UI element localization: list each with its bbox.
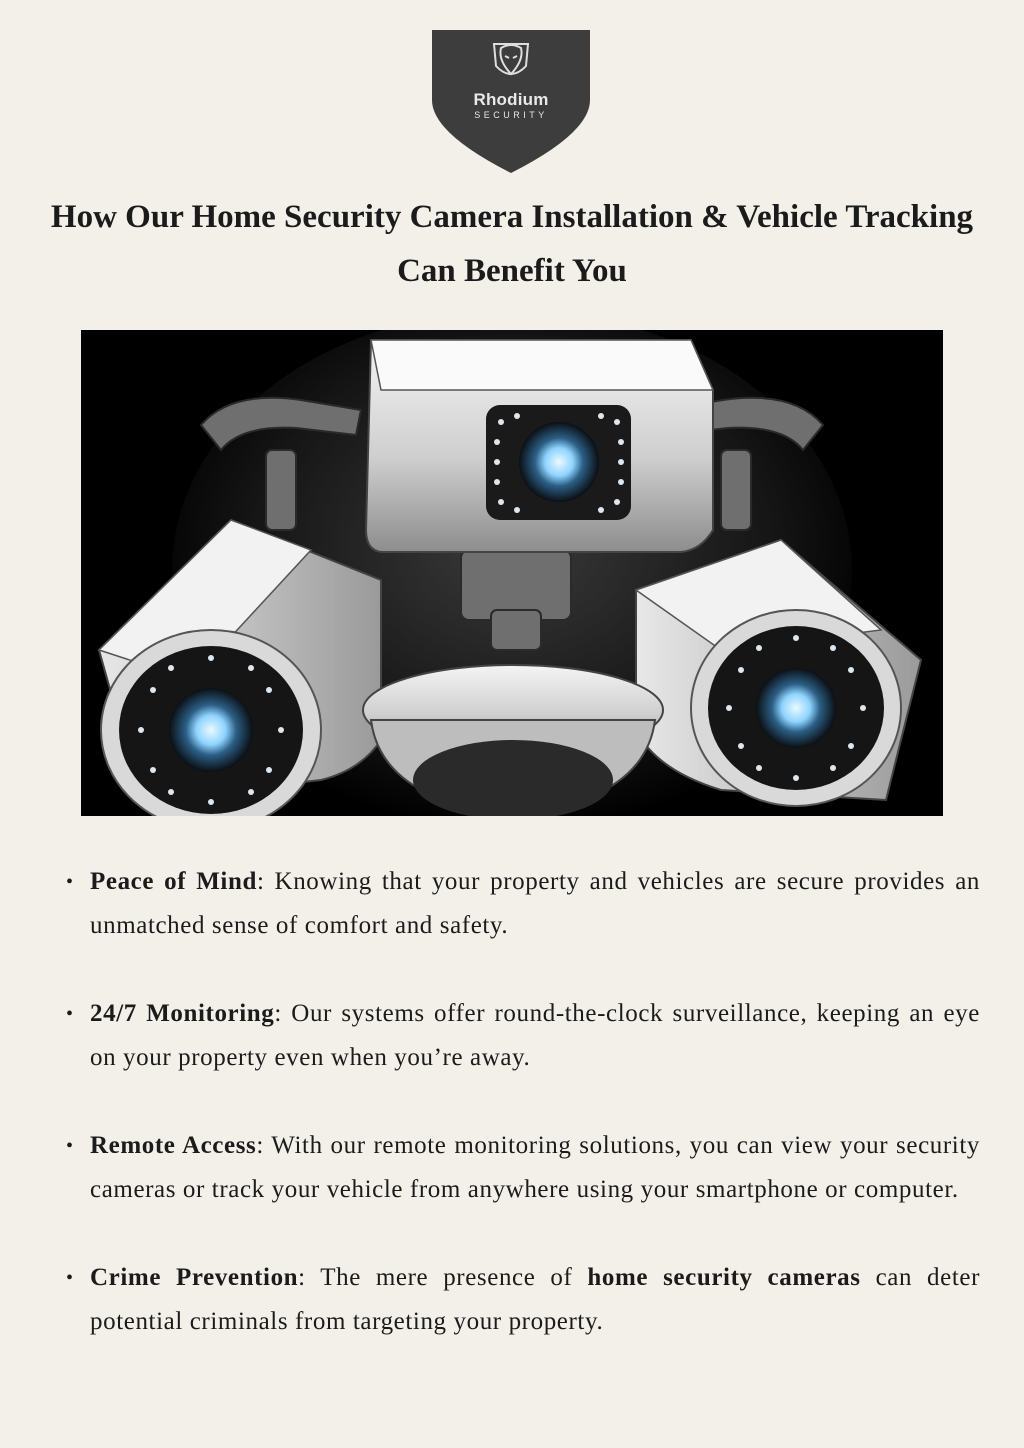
list-item — [64, 992, 980, 1080]
list-item — [64, 1124, 980, 1212]
security-cameras-photo — [81, 330, 943, 816]
benefit-term: Peace of Mind — [90, 868, 257, 895]
bullet-icon: • — [66, 1135, 74, 1157]
bullet-icon: • — [66, 871, 74, 893]
bullet-icon: • — [66, 1267, 74, 1289]
title-line-2: Can Benefit You — [397, 253, 627, 289]
brand-logo — [431, 30, 591, 175]
list-item — [64, 1256, 980, 1344]
benefit-text: can deter potential criminals from targeting your property. — [90, 1264, 980, 1335]
title-line-1: How Our Home Security Camera Installation & Vehicle Tracking — [50, 199, 974, 235]
page-title — [0, 190, 1024, 298]
benefit-text: With our remote monitoring solutions, you can view your security cameras or track your vehicle from anywhere using your smartphone or computer. — [90, 1132, 980, 1203]
benefit-term: Remote Access — [90, 1132, 257, 1159]
benefit-text: The mere presence of — [305, 1264, 588, 1291]
benefit-term: 24/7 Monitoring — [90, 1000, 275, 1027]
benefits-list — [64, 860, 980, 1388]
benefit-separator: : — [274, 1000, 282, 1027]
bullet-icon: • — [66, 1003, 74, 1025]
benefit-separator: : — [256, 868, 265, 895]
benefit-separator: : — [256, 1132, 264, 1159]
benefit-text: Our systems offer round-the-clock surveillance, keeping an eye on your property even when you’re away. — [90, 1000, 980, 1071]
logo-subtitle: SECURITY — [474, 110, 548, 120]
benefit-text: Knowing that your property and vehicles are secure provides an unmatched sense of comfort and safety. — [90, 868, 980, 939]
benefit-term: Crime Prevention — [90, 1264, 299, 1291]
benefit-keyword: home security cameras — [587, 1264, 861, 1291]
benefit-separator: : — [298, 1264, 306, 1291]
list-item — [64, 860, 980, 948]
logo-name: Rhodium — [473, 90, 549, 109]
